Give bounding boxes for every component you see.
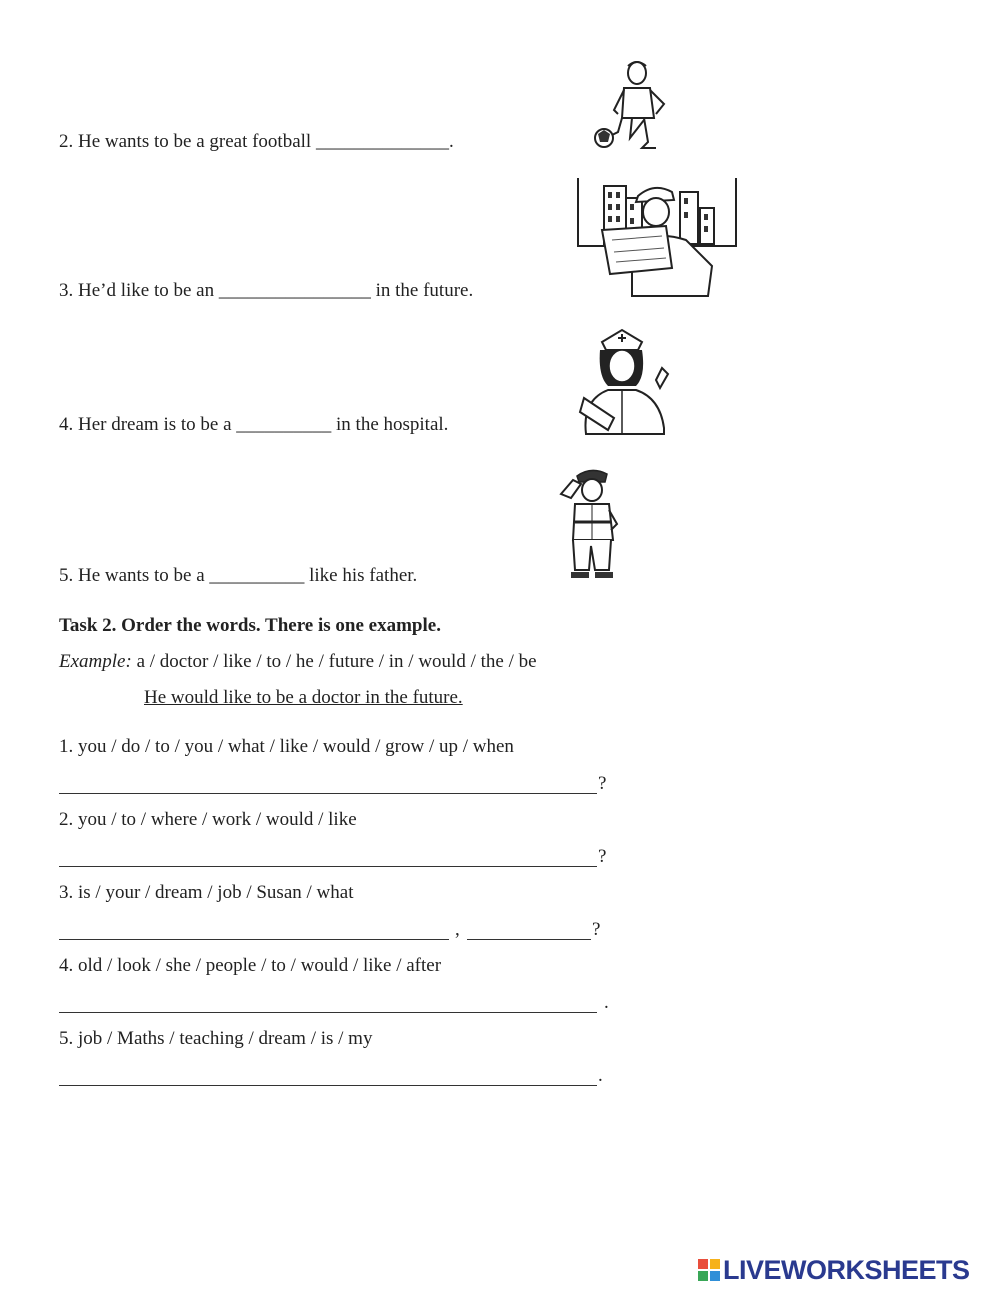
task2-item-1-answer-line[interactable] (59, 793, 597, 794)
liveworksheets-logo (698, 1255, 970, 1285)
architect-picture (576, 178, 738, 298)
task2-item-5-answer-line[interactable] (59, 1085, 597, 1086)
task2-item-5-end: . (598, 1065, 603, 1086)
task2-title: Task 2. Order the words. There is one example. (59, 615, 441, 636)
policeman-picture (553, 466, 623, 584)
logo-block-2 (710, 1259, 720, 1269)
task2-item-4-prompt: 4. old / look / she / people / to / would / like / after (59, 955, 442, 976)
task1-item-2: 2. He wants to be a great football ______________. (59, 131, 454, 152)
task2-item-1-prompt: 1. you / do / to / you / what / like / would / grow / up / when (59, 736, 514, 757)
logo-block-4 (710, 1271, 720, 1281)
logo-block-1 (698, 1259, 708, 1269)
logo-block-3 (698, 1271, 708, 1281)
task2-item-3-answer-line-2[interactable] (467, 939, 591, 940)
example-answer: He would like to be a doctor in the future. (144, 687, 463, 708)
task2-item-2-end: ? (598, 846, 607, 867)
task1-item-5: 5. He wants to be a __________ like his father. (59, 565, 418, 586)
task2-item-3-prompt: 3. is / your / dream / job / Susan / what (59, 882, 354, 903)
task2-item-2-answer-line[interactable] (59, 866, 597, 867)
nurse-picture (578, 328, 678, 436)
task2-item-3-answer-line-1[interactable] (59, 939, 449, 940)
example-words: a / doctor / like / to / he / future / in / would / the / be (131, 651, 537, 672)
task1-item-4: 4. Her dream is to be a __________ in the hospital. (59, 414, 449, 435)
task1-item-3: 3. He’d like to be an ________________ in the future. (59, 280, 474, 301)
task2-item-5-prompt: 5. job / Maths / teaching / dream / is / my (59, 1028, 373, 1049)
task2-item-4-end: . (604, 992, 609, 1013)
task2-item-1-end: ? (598, 773, 607, 794)
logo-text: LIVEWORKSHEETS (723, 1254, 970, 1285)
example-label: Example: (59, 651, 132, 672)
task2-item-2-prompt: 2. you / to / where / work / would / like (59, 809, 357, 830)
logo-blocks-icon (698, 1259, 720, 1281)
task2-example (59, 650, 537, 674)
task2-item-3-comma: , (455, 919, 460, 940)
footballer-picture (588, 58, 688, 154)
task2-item-3-end: ? (592, 919, 601, 940)
task2-item-4-answer-line[interactable] (59, 1012, 597, 1013)
